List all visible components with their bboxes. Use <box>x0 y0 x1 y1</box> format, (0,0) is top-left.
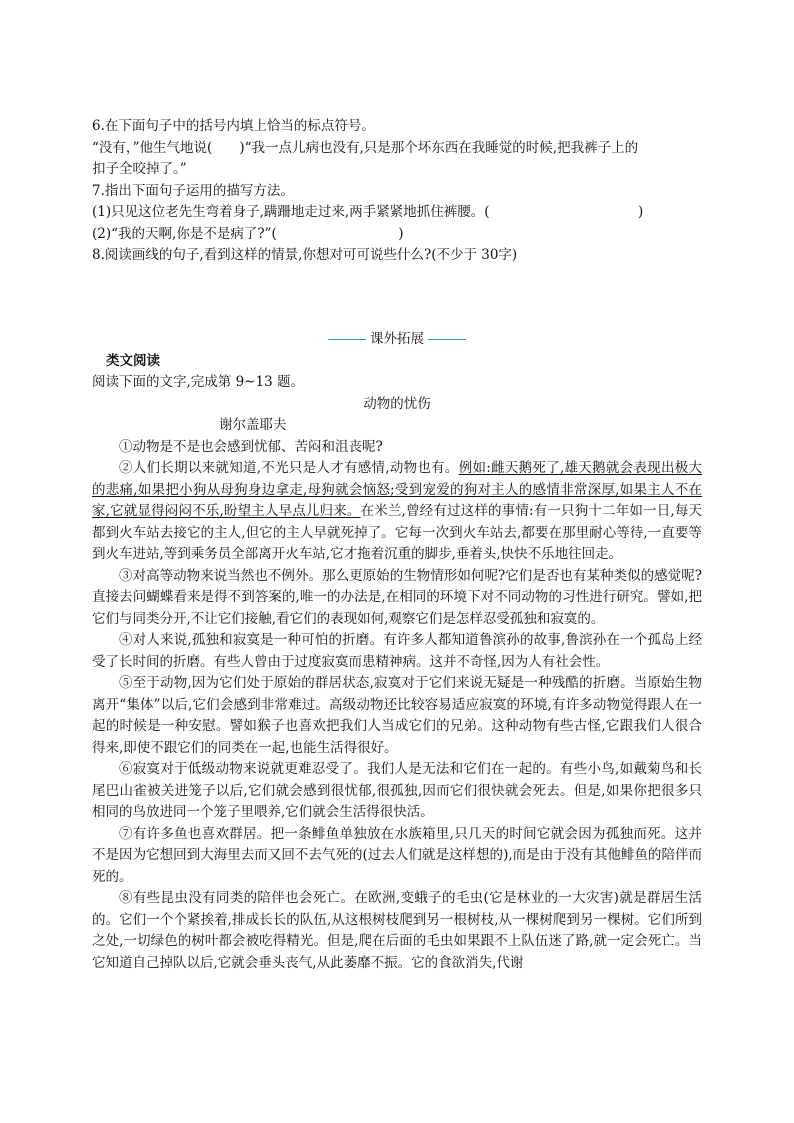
section-rule-right <box>428 339 466 340</box>
article-author: 谢尔盖耶夫 <box>219 417 287 433</box>
section-subtitle: 类文阅读 <box>106 352 160 369</box>
underlined-sentence: 例如:雌天鹅死了,雄天鹅就会表现出极大的悲痛,如果把小狗从母狗身边拿走,母狗就会恼怒;受到宠爱的狗对主人的感情非常深厚,如果主人不在家,它就显得闷闷不乐,盼望主人早点儿归来。 <box>92 460 702 519</box>
answer-space <box>92 267 702 329</box>
paragraph-2-story: 在米兰,曾经有过这样的事情:有一只狗十二年如一日,每天都到火车站去接它的主人,但它的主人早就死掉了。它每一次到火车站去,都要在那里耐心等待,一直要等到火车进站,等到乘务员全部离开火车站,它才拖着沉重的脚步,垂着头,快快不乐地往回走。 <box>92 503 702 562</box>
question-7-prompt: 7.指出下面句子运用的描写方法。 <box>92 182 294 199</box>
article-paragraph-7: ⑦有许多鱼也喜欢群居。把一条鲱鱼单独放在水族箱里,只几天的时间它就会因为孤独而死。这并不是因为它想回到大海里去而又回不去气死的(过去人们就是这样想的),而是由于没有其他鲱鱼的陪伴而死的。 <box>92 825 702 885</box>
page-content <box>92 116 702 974</box>
article-paragraph-1: ①动物是不是也会感到忧郁、苦闷和沮丧呢? <box>119 438 383 455</box>
question-6-sentence-line-2: 扣子全咬掉了。” <box>92 161 187 177</box>
question-6-prompt: 6.在下面句子中的括号内填上恰当的标点符号。 <box>92 118 375 134</box>
article-paragraph-8: ⑧有些昆虫没有同类的陪伴也会死亡。在欧洲,变蛾子的毛虫(它是林业的一大灾害)就是群居生活的。它们一个个紧挨着,排成长长的队伍,从这根树枝爬到另一根树枝,从一棵树爬到另一棵树。它们所到之处,一切绿色的树叶都会被吃得精光。但是,爬在后面的毛虫如果跟不上队伍迷了路,就一定会死亡。当它知道自己掉队以后,它就会垂头丧气,从此萎靡不振。它的食欲消失,代谢 <box>92 890 702 971</box>
section-title: 课外拓展 <box>370 330 424 347</box>
section-header <box>92 329 702 351</box>
question-8-prompt: 8.阅读画线的句子,看到这样的情景,你想对可可说些什么?(不少于 30字) <box>92 247 518 263</box>
article-paragraph-6: ⑥寂寞对于低级动物来说就更难忍受了。我们人是无法和它们在一起的。有些小鸟,如戴菊鸟和长尾巴山雀被关进笼子以后,它们就会感到很忧郁,很孤独,因而它们很快就会死去。但是,如果你把很多只相同的鸟放进同一个笼子里喂养,它们就会生活得很快活。 <box>92 761 702 820</box>
question-7-item-2: (2)“我的天啊,你是不是病了?”( ) <box>92 225 404 242</box>
article-paragraph-5: ⑤至于动物,因为它们处于原始的群居状态,寂寞对于它们来说无疑是一种残酷的折磨。当原始生物离开“集体”以后,它们会感到非常难过。高级动物还比较容易适应寂寞的环境,有许多动物觉得跟人在一起的时候是一种安慰。譬如猴子也喜欢把我们人当成它们的兄弟。这种动物有些古怪,它跟我们人很合得来,即使不跟它们的同类在一起,也能生活得很好。 <box>92 675 702 756</box>
article-paragraph-4: ④对人来说,孤独和寂寞是一种可怕的折磨。有许多人都知道鲁滨孙的故事,鲁滨孙在一个孤岛上经受了长时间的折磨。有些人曾由于过度寂寞而患精神病。这并不奇怪,因为人有社会性。 <box>92 632 702 670</box>
question-6-sentence-line-1: “没有，”他生气地说( )“我一点儿病也没有,只是那个坏东西在我睡觉的时候,把我裤子上的 <box>92 139 639 156</box>
reading-instruction: 阅读下面的文字,完成第 9~13 题。 <box>92 374 304 390</box>
paragraph-2-intro: ②人们长期以来就知道,不光只是人才有感情,动物也有。 <box>119 460 459 476</box>
question-7-item-1: (1)只见这位老先生弯着身子,蹒跚地走过来,两手紧紧地抓住裤腰。( ) <box>92 204 644 220</box>
article-paragraph-2 <box>92 458 702 566</box>
article-paragraph-3: ③对高等动物来说当然也不例外。那么更原始的生物情形如何呢?它们是否也有某种类似的感觉呢?直接去问蝴蝶看来是得不到答案的,唯一的办法是,在相同的环境下对不同动物的习性进行研究。譬如,把它们与同类分开,不让它们接触,看它们的表现如何,观察它们是怎样忍受孤独和寂寞的。 <box>92 567 702 627</box>
article-title: 动物的忧伤 <box>363 395 431 412</box>
section-rule-left <box>328 339 366 340</box>
